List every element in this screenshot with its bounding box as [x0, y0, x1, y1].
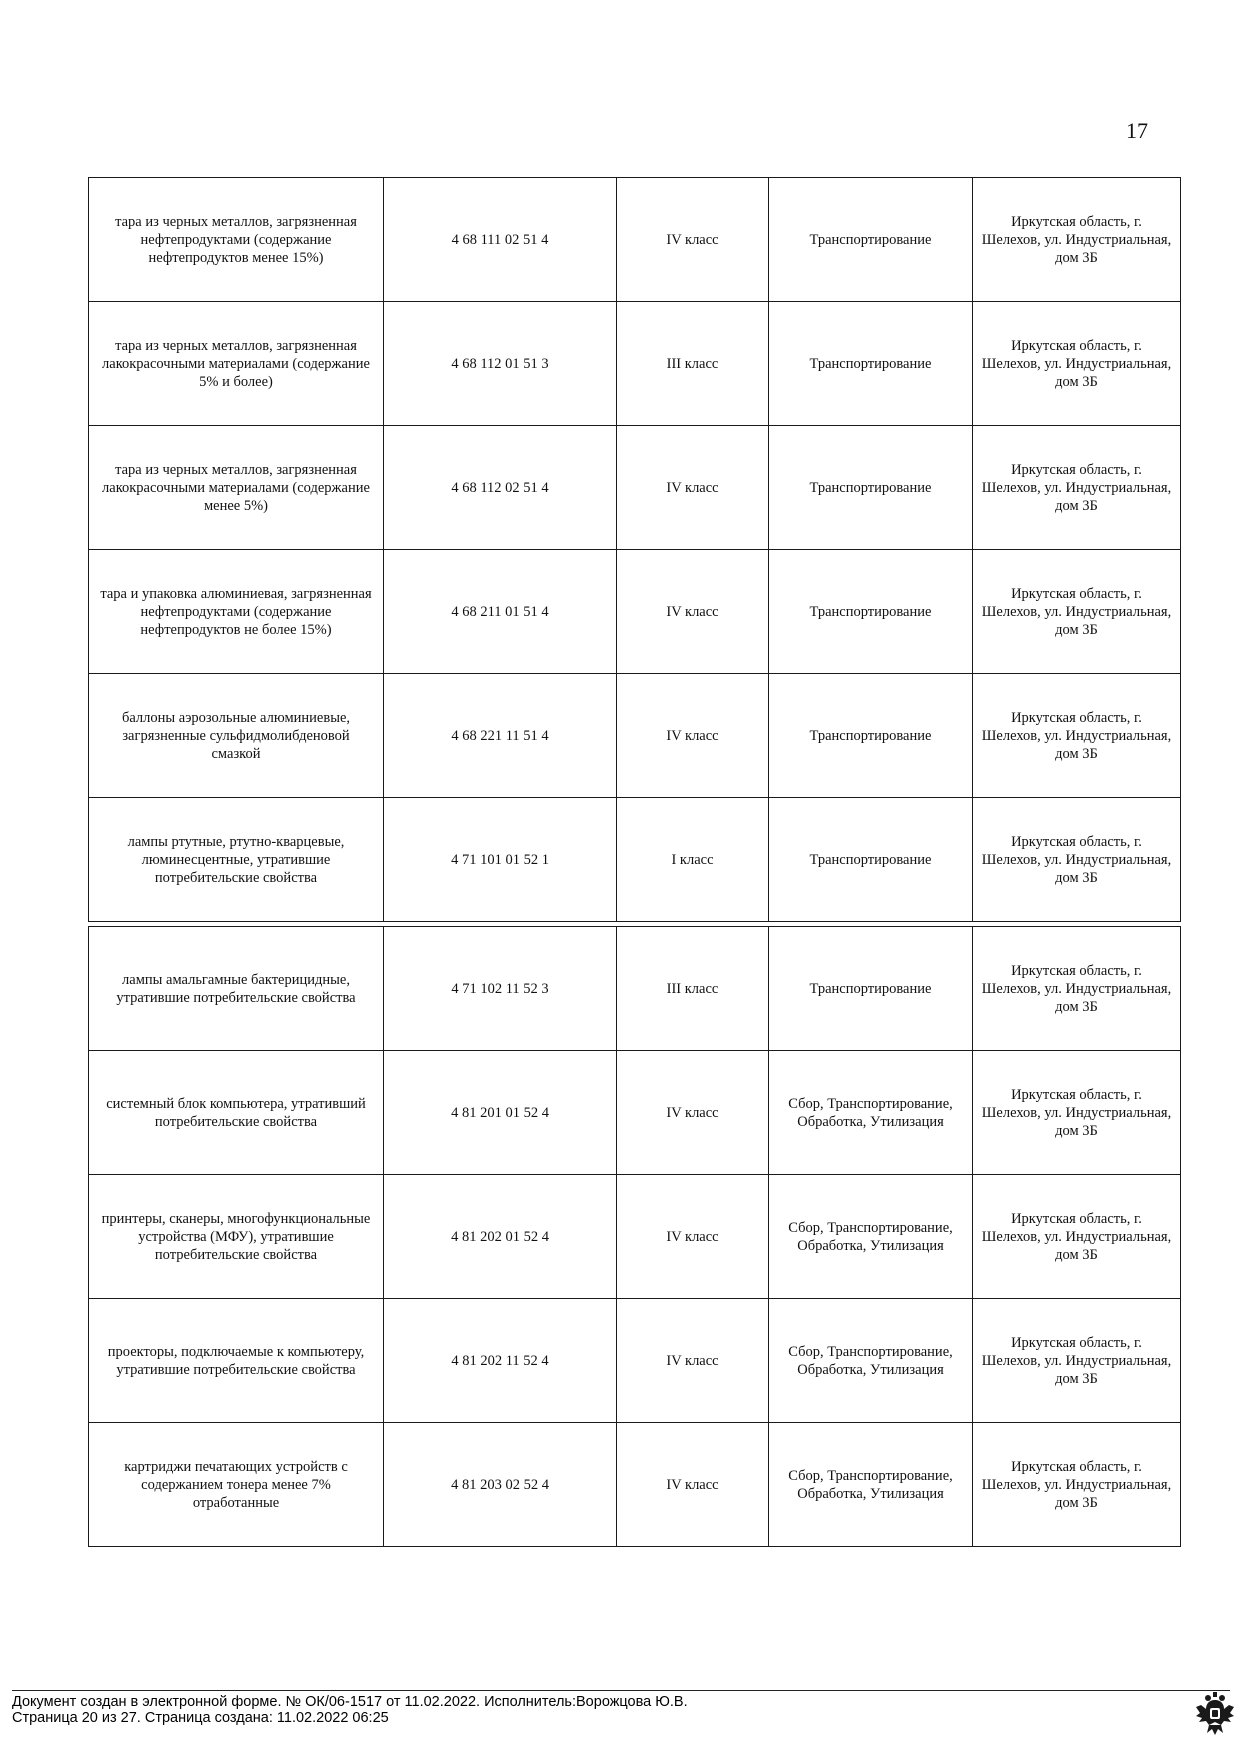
hazard-class-cell: IV класс [617, 178, 769, 302]
site-address-cell: Иркутская область, г. Шелехов, ул. Индустриальная, дом 3Б [973, 1051, 1181, 1175]
waste-name-cell: тара и упаковка алюминиевая, загрязненная нефтепродуктами (содержание нефтепродуктов не более 15%) [89, 550, 384, 674]
activity-type-cell: Транспортирование [769, 426, 973, 550]
waste-table-block-1 [88, 177, 1181, 922]
activity-type-cell: Сбор, Транспортирование, Обработка, Утилизация [769, 1051, 973, 1175]
hazard-class-cell: IV класс [617, 1299, 769, 1423]
emblem-icon [1195, 1691, 1235, 1737]
waste-code-cell: 4 68 112 02 51 4 [384, 426, 617, 550]
waste-name-cell: тара из черных металлов, загрязненная нефтепродуктами (содержание нефтепродуктов менее 15%) [89, 178, 384, 302]
activity-type-cell: Транспортирование [769, 674, 973, 798]
waste-name-cell: картриджи печатающих устройств с содержанием тонера менее 7% отработанные [89, 1423, 384, 1547]
table-row [89, 302, 1181, 426]
hazard-class-cell: III класс [617, 927, 769, 1051]
page-number: 17 [1126, 118, 1148, 143]
footer-divider [12, 1690, 1230, 1691]
waste-code-cell: 4 81 202 01 52 4 [384, 1175, 617, 1299]
waste-code-cell: 4 71 101 01 52 1 [384, 798, 617, 922]
table-row [89, 1299, 1181, 1423]
table-row [89, 550, 1181, 674]
activity-type-cell: Транспортирование [769, 550, 973, 674]
waste-name-cell: тара из черных металлов, загрязненная лакокрасочными материалами (содержание 5% и более) [89, 302, 384, 426]
waste-code-cell: 4 68 111 02 51 4 [384, 178, 617, 302]
waste-code-cell: 4 68 112 01 51 3 [384, 302, 617, 426]
hazard-class-cell: IV класс [617, 1423, 769, 1547]
waste-table-block-2 [88, 926, 1181, 1547]
site-address-cell: Иркутская область, г. Шелехов, ул. Индустриальная, дом 3Б [973, 550, 1181, 674]
table-row [89, 426, 1181, 550]
waste-name-cell: лампы амальгамные бактерицидные, утратившие потребительские свойства [89, 927, 384, 1051]
hazard-class-cell: IV класс [617, 426, 769, 550]
hazard-class-cell: IV класс [617, 1175, 769, 1299]
site-address-cell: Иркутская область, г. Шелехов, ул. Индустриальная, дом 3Б [973, 178, 1181, 302]
waste-code-cell: 4 81 203 02 52 4 [384, 1423, 617, 1547]
activity-type-cell: Транспортирование [769, 798, 973, 922]
footer-page-line: Страница 20 из 27. Страница создана: 11.02.2022 06:25 [12, 1710, 389, 1726]
waste-name-cell: тара из черных металлов, загрязненная лакокрасочными материалами (содержание менее 5%) [89, 426, 384, 550]
table-row [89, 798, 1181, 922]
activity-type-cell: Транспортирование [769, 302, 973, 426]
activity-type-cell: Транспортирование [769, 927, 973, 1051]
hazard-class-cell: IV класс [617, 1051, 769, 1175]
activity-type-cell: Сбор, Транспортирование, Обработка, Утилизация [769, 1175, 973, 1299]
waste-name-cell: принтеры, сканеры, многофункциональные устройства (МФУ), утратившие потребительские свойства [89, 1175, 384, 1299]
table-row [89, 1051, 1181, 1175]
site-address-cell: Иркутская область, г. Шелехов, ул. Индустриальная, дом 3Б [973, 302, 1181, 426]
table-row [89, 927, 1181, 1051]
activity-type-cell: Сбор, Транспортирование, Обработка, Утилизация [769, 1423, 973, 1547]
waste-name-cell: баллоны аэрозольные алюминиевые, загрязненные сульфидмолибденовой смазкой [89, 674, 384, 798]
waste-name-cell: системный блок компьютера, утративший потребительские свойства [89, 1051, 384, 1175]
table-row [89, 1175, 1181, 1299]
waste-code-cell: 4 71 102 11 52 3 [384, 927, 617, 1051]
footer-document-line: Документ создан в электронной форме. № ОК/06-1517 от 11.02.2022. Исполнитель:Ворожцова Ю.В. [12, 1694, 688, 1710]
activity-type-cell: Сбор, Транспортирование, Обработка, Утилизация [769, 1299, 973, 1423]
hazard-class-cell: III класс [617, 302, 769, 426]
site-address-cell: Иркутская область, г. Шелехов, ул. Индустриальная, дом 3Б [973, 426, 1181, 550]
waste-code-cell: 4 68 221 11 51 4 [384, 674, 617, 798]
site-address-cell: Иркутская область, г. Шелехов, ул. Индустриальная, дом 3Б [973, 674, 1181, 798]
hazard-class-cell: I класс [617, 798, 769, 922]
hazard-class-cell: IV класс [617, 550, 769, 674]
site-address-cell: Иркутская область, г. Шелехов, ул. Индустриальная, дом 3Б [973, 1423, 1181, 1547]
site-address-cell: Иркутская область, г. Шелехов, ул. Индустриальная, дом 3Б [973, 1299, 1181, 1423]
site-address-cell: Иркутская область, г. Шелехов, ул. Индустриальная, дом 3Б [973, 798, 1181, 922]
table-row [89, 178, 1181, 302]
waste-code-cell: 4 81 201 01 52 4 [384, 1051, 617, 1175]
table-row [89, 674, 1181, 798]
waste-name-cell: проекторы, подключаемые к компьютеру, утратившие потребительские свойства [89, 1299, 384, 1423]
site-address-cell: Иркутская область, г. Шелехов, ул. Индустриальная, дом 3Б [973, 927, 1181, 1051]
table-row [89, 1423, 1181, 1547]
waste-code-cell: 4 81 202 11 52 4 [384, 1299, 617, 1423]
footer-text [12, 1694, 1192, 1726]
waste-code-cell: 4 68 211 01 51 4 [384, 550, 617, 674]
hazard-class-cell: IV класс [617, 674, 769, 798]
waste-name-cell: лампы ртутные, ртутно-кварцевые, люминесцентные, утратившие потребительские свойства [89, 798, 384, 922]
activity-type-cell: Транспортирование [769, 178, 973, 302]
site-address-cell: Иркутская область, г. Шелехов, ул. Индустриальная, дом 3Б [973, 1175, 1181, 1299]
